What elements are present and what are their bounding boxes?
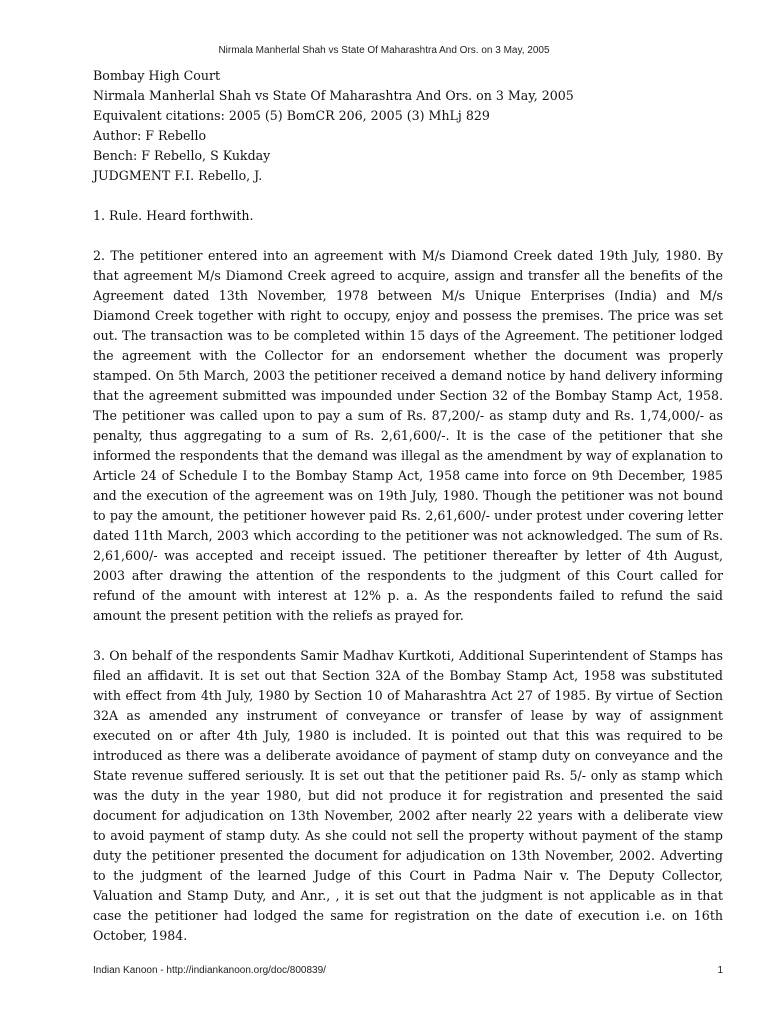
source-link[interactable]: Indian Kanoon - http://indiankanoon.org/doc/800839/ bbox=[93, 965, 326, 976]
document-body bbox=[93, 66, 723, 946]
court-name: Bombay High Court bbox=[93, 68, 221, 83]
paragraph-2: 2. The petitioner entered into an agreement with M/s Diamond Creek dated 19th July, 1980. By that agreement M/s Diamond Creek agreed to acquire, assign and transfer all the benefits of the Agreement dated 13th November, 1978 between M/s Unique Enterprises (India) and M/s Diamond Creek together with right to occupy, enjoy and possess the premises. The price was set out. The transaction was to be completed within 15 days of the Agreement. The petitioner lodged the agreement with the Collector for an endorsement whether the document was properly stamped. On 5th March, 2003 the petitioner received a demand notice by hand delivery informing that the agreement submitted was impounded under Section 32 of the Bombay Stamp Act, 1958. The petitioner was called upon to pay a sum of Rs. 87,200/- as stamp duty and Rs. 1,74,000/- as penalty, thus aggregating to a sum of Rs. 2,61,600/-. It is the case of the petitioner that she informed the respondents that the demand was illegal as the amendment by way of explanation to Article 24 of Schedule I to the Bombay Stamp Act, 1958 came into force on 9th December, 1985 and the execution of the agreement was on 19th July, 1980. Though the petitioner was not bound to pay the amount, the petitioner however paid Rs. 2,61,600/- under protest under covering letter dated 11th March, 2003 which according to the petitioner was not acknowledged. The sum of Rs. 2,61,600/- was accepted and receipt issued. The petitioner thereafter by letter of 4th August, 2003 after drawing the attention of the respondents to the judgment of this Court called for refund of the amount with interest at 12% p. a. As the respondents failed to refund the said amount the present petition with the reliefs as prayed for. bbox=[93, 248, 723, 623]
case-title: Nirmala Manherlal Shah vs State Of Maharashtra And Ors. on 3 May, 2005 bbox=[93, 88, 574, 103]
case-metadata bbox=[93, 66, 723, 186]
page-number: 1 bbox=[717, 965, 723, 976]
citations: Equivalent citations: 2005 (5) BomCR 206, 2005 (3) MhLj 829 bbox=[93, 108, 490, 123]
bench: Bench: F Rebello, S Kukday bbox=[93, 148, 271, 163]
paragraph-3: 3. On behalf of the respondents Samir Madhav Kurtkoti, Additional Superintendent of Stamps has filed an affidavit. It is set out that Section 32A of the Bombay Stamp Act, 1958 was substituted with effect from 4th July, 1980 by Section 10 of Maharashtra Act 27 of 1985. By virtue of Section 32A as amended any instrument of conveyance or transfer of lease by way of assignment executed on or after 4th July, 1980 is included. It is pointed out that this was required to be introduced as there was a deliberate avoidance of payment of stamp duty on conveyance and the State revenue suffered seriously. It is set out that the petitioner paid Rs. 5/- only as stamp which was the duty in the year 1980, but did not produce it for registration and presented the said document for adjudication on 13th November, 2002 after nearly 22 years with a deliberate view to avoid payment of stamp duty. As she could not sell the property without payment of the stamp duty the petitioner presented the document for adjudication on 13th November, 2002. Adverting to the judgment of the learned Judge of this Court in Padma Nair v. The Deputy Collector, Valuation and Stamp Duty, and Anr., , it is set out that the judgment is not applicable as in that case the petitioner had lodged the same for registration on the date of execution i.e. on 16th October, 1984. bbox=[93, 648, 723, 943]
paragraph-1: 1. Rule. Heard forthwith. bbox=[93, 208, 254, 223]
judgment-heading: JUDGMENT F.I. Rebello, J. bbox=[93, 168, 263, 183]
author: Author: F Rebello bbox=[93, 128, 207, 143]
running-header: Nirmala Manherlal Shah vs State Of Maharashtra And Ors. on 3 May, 2005 bbox=[218, 45, 550, 56]
